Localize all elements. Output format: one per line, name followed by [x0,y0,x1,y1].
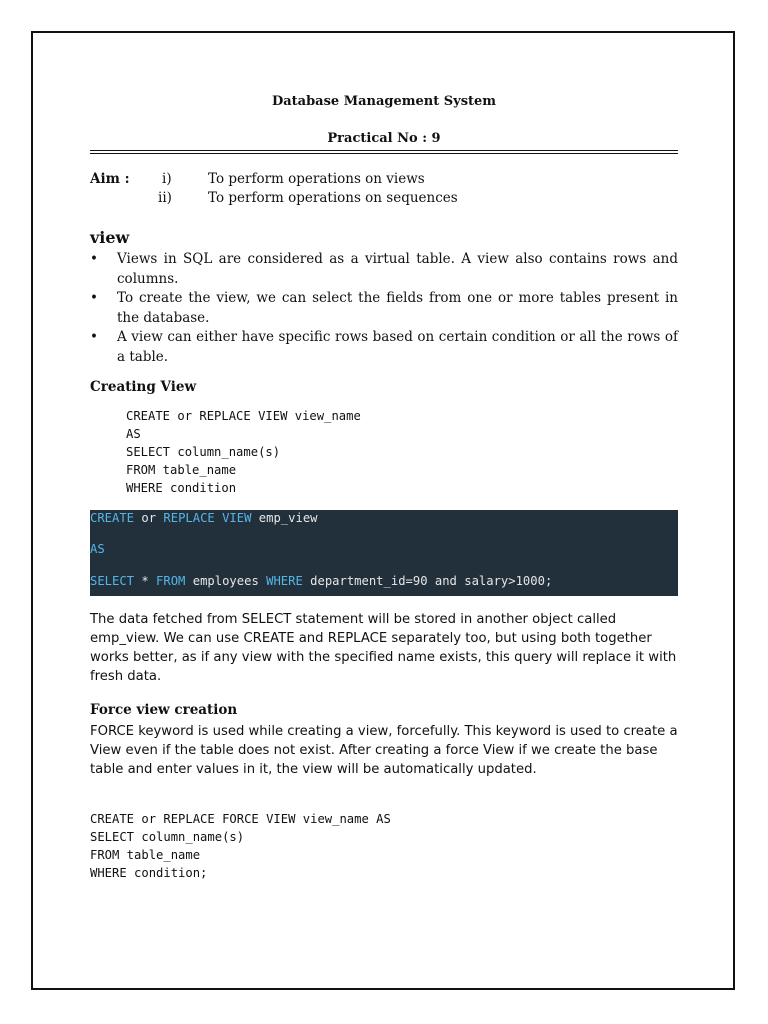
code-text: employees [185,574,267,588]
code-keyword: SELECT [90,574,135,588]
syntax-line: CREATE or REPLACE VIEW view_name [126,409,361,423]
bullet-text: A view can either have specific rows based on certain condition or all the rows of a table. [117,329,678,365]
practical-number: Practical No : 9 [327,131,441,146]
bullet-item [90,250,678,289]
syntax-line: FROM table_name [126,463,237,477]
bullet-dot: • [90,290,98,306]
syntax-line: AS [126,427,141,441]
bullet-dot: • [90,251,98,267]
force-syntax-line: WHERE condition; [90,866,208,880]
code-line-3 [90,574,552,588]
creating-view-heading: Creating View [90,379,197,395]
force-view-heading: Force view creation [90,702,238,718]
force-syntax-line: FROM table_name [90,848,201,862]
course-title: Database Management System [271,94,497,109]
code-text: emp_view [251,511,318,525]
force-syntax-line: CREATE or REPLACE FORCE VIEW view_name AS [90,812,391,826]
bullet-item [90,328,678,367]
code-line-2 [90,542,105,556]
force-view-paragraph: FORCE keyword is used while creating a view, forcefully. This keyword is used to create a View even if the table does not exist. After creating a force View if we create the base table and enter values in it, the view will be automatically updated. [90,724,678,777]
view-bullet-list [90,250,678,367]
view-heading: view [90,228,130,247]
syntax-line: WHERE condition [126,481,237,495]
aim-num-2: ii) [158,190,172,206]
code-line-1 [90,511,318,525]
code-keyword: CREATE [90,511,135,525]
code-text: or [134,511,164,525]
explanation-paragraph: The data fetched from SELECT statement will be stored in another object called emp_view. We can use CREATE and REPLACE separately too, but using both together works better, as if any view with the specified name exists, this query will replace it with fresh data. [90,612,677,684]
code-example-block [90,510,678,596]
title-rule-top [90,150,678,151]
code-keyword: WHERE [266,574,303,588]
bullet-text: Views in SQL are considered as a virtual table. A view also contains rows and columns. [117,251,678,287]
aim-text-2: To perform operations on sequences [208,190,458,206]
bullet-item [90,289,678,328]
bullet-text: To create the view, we can select the fields from one or more tables present in the database. [117,290,678,326]
code-text: department_id=90 and salary>1000; [302,574,553,588]
syntax-line: SELECT column_name(s) [126,445,281,459]
aim-label: Aim : [90,171,130,187]
code-keyword: FROM [156,574,186,588]
code-keyword: REPLACE VIEW [163,511,252,525]
code-text: * [134,574,157,588]
title-rule-bottom [90,153,678,154]
bullet-dot: • [90,329,98,345]
aim-num-1: i) [162,171,172,187]
aim-text-1: To perform operations on views [208,171,425,187]
code-keyword: AS [90,542,105,556]
force-syntax-line: SELECT column_name(s) [90,830,245,844]
